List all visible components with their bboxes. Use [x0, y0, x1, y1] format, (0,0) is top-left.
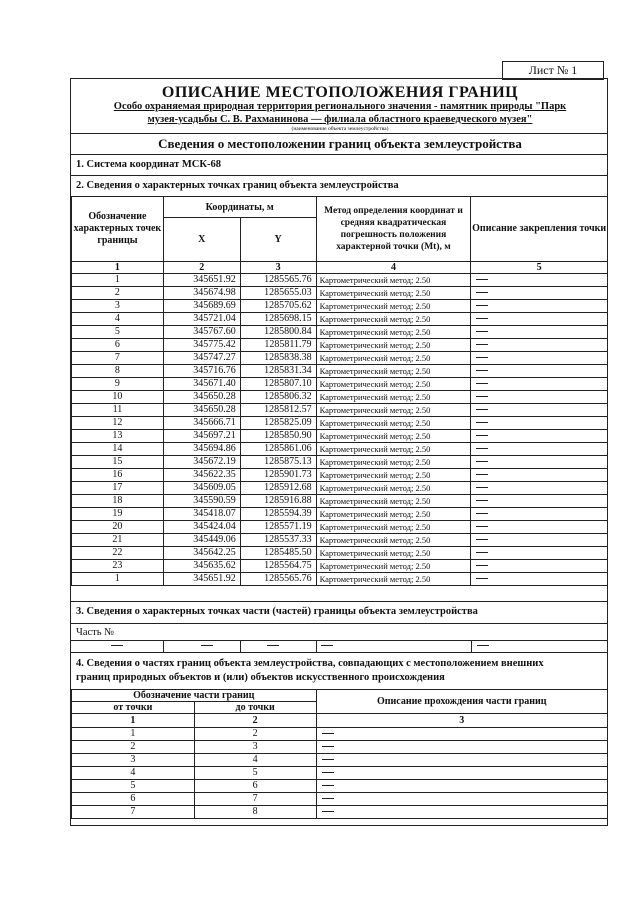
- col-number: 4: [316, 262, 471, 274]
- coord-y: 1285861.06: [240, 443, 316, 456]
- fixing-description: [471, 456, 608, 469]
- coord-y: 1285806.32: [240, 391, 316, 404]
- table-row: [72, 495, 608, 508]
- method: Картометрический метод; 2.50: [316, 339, 471, 352]
- divider: [71, 652, 607, 653]
- method: Картометрический метод; 2.50: [316, 456, 471, 469]
- divider: [71, 623, 607, 624]
- coord-y: 1285565.76: [240, 573, 316, 586]
- col-number: 2: [194, 714, 316, 728]
- method: Картометрический метод; 2.50: [316, 547, 471, 560]
- section3-label: 3. Сведения о характерных точках части (частей) границы объекта землеустройства: [76, 606, 478, 617]
- coord-y: 1285800.84: [240, 326, 316, 339]
- fixing-description: [471, 547, 608, 560]
- coord-x: 345674.98: [163, 287, 240, 300]
- table-row: [72, 313, 608, 326]
- col-number: 1: [72, 714, 195, 728]
- point-id: 5: [72, 326, 164, 339]
- method: Картометрический метод; 2.50: [316, 326, 471, 339]
- document-frame: [70, 78, 608, 826]
- method: Картометрический метод; 2.50: [316, 469, 471, 482]
- coord-x: 345424.04: [163, 521, 240, 534]
- point-id: 15: [72, 456, 164, 469]
- cell-divider: [316, 640, 317, 652]
- coord-x: 345622.35: [163, 469, 240, 482]
- to-point: 3: [194, 741, 316, 754]
- method: Картометрический метод; 2.50: [316, 365, 471, 378]
- table-row: [72, 339, 608, 352]
- fixing-description: [471, 482, 608, 495]
- dash-icon: [476, 331, 488, 332]
- boundary-parts-table: [71, 689, 608, 819]
- dash-icon: [476, 383, 488, 384]
- dash-icon: [476, 292, 488, 293]
- col-parts-header: Обозначение части границ: [72, 690, 317, 702]
- part-row: [71, 640, 608, 652]
- coord-x: 345775.42: [163, 339, 240, 352]
- route-description: [316, 767, 607, 780]
- coord-system-label: 1. Система координат МСК-68: [76, 159, 221, 170]
- fixing-description: [471, 573, 608, 586]
- col-number: 3: [316, 714, 607, 728]
- method: Картометрический метод; 2.50: [316, 534, 471, 547]
- point-id: 3: [72, 300, 164, 313]
- col-number: 3: [240, 262, 316, 274]
- cell-divider: [163, 640, 164, 652]
- coord-y: 1285838.38: [240, 352, 316, 365]
- point-id: 7: [72, 352, 164, 365]
- coord-y: 1285825.09: [240, 417, 316, 430]
- dash-icon: [476, 565, 488, 566]
- coord-x: 345635.62: [163, 560, 240, 573]
- point-id: 18: [72, 495, 164, 508]
- table-row: [72, 378, 608, 391]
- table-row: [72, 469, 608, 482]
- coord-x: 345716.76: [163, 365, 240, 378]
- table-row: [72, 754, 608, 767]
- coord-x: 345721.04: [163, 313, 240, 326]
- coord-x: 345642.25: [163, 547, 240, 560]
- object-name-line1: Особо охраняемая природная территория регионального значения - памятник природы "Парк: [113, 101, 567, 112]
- dash-icon: [476, 370, 488, 371]
- point-id: 2: [72, 287, 164, 300]
- table-row: [72, 793, 608, 806]
- section4-label-line2: границ природных объектов и (или) объектов искусственного происхождения: [76, 672, 445, 683]
- dash-icon: [322, 759, 334, 760]
- coord-y: 1285812.57: [240, 404, 316, 417]
- to-point: 7: [194, 793, 316, 806]
- point-id: 17: [72, 482, 164, 495]
- dash-icon: [476, 487, 488, 488]
- table-row: [72, 404, 608, 417]
- coord-y: 1285811.79: [240, 339, 316, 352]
- dash-icon: [322, 772, 334, 773]
- dash-icon: [476, 357, 488, 358]
- table-row: [72, 274, 608, 287]
- point-id: 10: [72, 391, 164, 404]
- coord-x: 345767.60: [163, 326, 240, 339]
- coord-x: 345609.05: [163, 482, 240, 495]
- coord-x: 345590.59: [163, 495, 240, 508]
- table-row: [72, 573, 608, 586]
- coord-x: 345650.28: [163, 404, 240, 417]
- coord-x: 345449.06: [163, 534, 240, 547]
- point-id: 11: [72, 404, 164, 417]
- section4-label-line1: 4. Сведения о частях границ объекта землеустройства, совпадающих с местоположением внешних: [76, 658, 544, 669]
- table-row: [72, 728, 608, 741]
- object-caption: (наименование объекта землеустройства): [291, 126, 389, 132]
- fixing-description: [471, 417, 608, 430]
- col-number: 1: [72, 262, 164, 274]
- table-row: [72, 780, 608, 793]
- route-description: [316, 793, 607, 806]
- coord-y: 1285875.13: [240, 456, 316, 469]
- method: Картометрический метод; 2.50: [316, 417, 471, 430]
- method: Картометрический метод; 2.50: [316, 430, 471, 443]
- coord-y: 1285564.75: [240, 560, 316, 573]
- method: Картометрический метод; 2.50: [316, 573, 471, 586]
- fixing-description: [471, 443, 608, 456]
- from-point: 5: [72, 780, 195, 793]
- dash-icon: [322, 733, 334, 734]
- coord-x: 345697.21: [163, 430, 240, 443]
- col-x-header: X: [163, 218, 240, 262]
- fixing-description: [471, 326, 608, 339]
- coord-y: 1285901.73: [240, 469, 316, 482]
- dash-icon: [476, 279, 488, 280]
- col-number: 5: [471, 262, 608, 274]
- route-description: [316, 728, 607, 741]
- coord-y: 1285705.62: [240, 300, 316, 313]
- coord-y: 1285485.50: [240, 547, 316, 560]
- col-method-header: Метод определения координат и средняя квадратическая погрешность положения характерной точки (Мt), м: [316, 197, 471, 262]
- fixing-description: [471, 521, 608, 534]
- dash-icon: [267, 645, 279, 646]
- sheet-number: Лист № 1: [502, 61, 604, 80]
- coord-y: 1285565.76: [240, 274, 316, 287]
- dash-icon: [322, 785, 334, 786]
- point-id: 8: [72, 365, 164, 378]
- table-row: [72, 482, 608, 495]
- method: Картометрический метод; 2.50: [316, 391, 471, 404]
- method: Картометрический метод; 2.50: [316, 443, 471, 456]
- col-point-header: Обозначение характерных точек границы: [72, 197, 164, 262]
- document-title: ОПИСАНИЕ МЕСТОПОЛОЖЕНИЯ ГРАНИЦ: [161, 84, 519, 101]
- coord-x: 345672.19: [163, 456, 240, 469]
- point-id: 6: [72, 339, 164, 352]
- table-row: [72, 534, 608, 547]
- table-row: [72, 741, 608, 754]
- divider: [71, 154, 607, 155]
- dash-icon: [476, 500, 488, 501]
- coord-y: 1285831.34: [240, 365, 316, 378]
- fixing-description: [471, 313, 608, 326]
- table-row: [72, 806, 608, 819]
- table-row: [72, 352, 608, 365]
- coord-x: 345651.92: [163, 274, 240, 287]
- dash-icon: [321, 645, 333, 646]
- method: Картометрический метод; 2.50: [316, 378, 471, 391]
- table-row: [72, 560, 608, 573]
- to-point: 6: [194, 780, 316, 793]
- method: Картометрический метод; 2.50: [316, 404, 471, 417]
- from-point: 4: [72, 767, 195, 780]
- table-row: [72, 521, 608, 534]
- dash-icon: [476, 448, 488, 449]
- point-id: 13: [72, 430, 164, 443]
- dash-icon: [322, 798, 334, 799]
- coord-y: 1285916.88: [240, 495, 316, 508]
- from-point: 3: [72, 754, 195, 767]
- point-id: 23: [72, 560, 164, 573]
- cell-divider: [240, 640, 241, 652]
- method: Картометрический метод; 2.50: [316, 352, 471, 365]
- method: Картометрический метод; 2.50: [316, 482, 471, 495]
- col-number: 2: [163, 262, 240, 274]
- fixing-description: [471, 560, 608, 573]
- point-id: 1: [72, 573, 164, 586]
- col-from-header: от точки: [72, 702, 195, 714]
- fixing-description: [471, 430, 608, 443]
- fixing-description: [471, 469, 608, 482]
- fixing-description: [471, 365, 608, 378]
- fixing-description: [471, 300, 608, 313]
- point-id: 14: [72, 443, 164, 456]
- cell-divider: [471, 640, 472, 652]
- col-route-header: Описание прохождения части границ: [316, 690, 607, 714]
- dash-icon: [111, 645, 123, 646]
- fixing-description: [471, 508, 608, 521]
- point-id: 12: [72, 417, 164, 430]
- coord-x: 345747.27: [163, 352, 240, 365]
- point-id: 20: [72, 521, 164, 534]
- from-point: 2: [72, 741, 195, 754]
- fixing-description: [471, 274, 608, 287]
- col-to-header: до точки: [194, 702, 316, 714]
- dash-icon: [322, 746, 334, 747]
- dash-icon: [476, 513, 488, 514]
- section-title: Сведения о местоположении границ объекта землеустройства: [158, 136, 522, 151]
- table-row: [72, 365, 608, 378]
- point-id: 16: [72, 469, 164, 482]
- coord-y: 1285850.90: [240, 430, 316, 443]
- fixing-description: [471, 404, 608, 417]
- route-description: [316, 741, 607, 754]
- section4-label: [76, 657, 544, 685]
- route-description: [316, 754, 607, 767]
- object-name-line2: музея-усадьбы С. В. Рахманинова — филиала областного краеведческого музея": [147, 114, 533, 125]
- dash-icon: [476, 474, 488, 475]
- dash-icon: [476, 305, 488, 306]
- dash-icon: [476, 422, 488, 423]
- coord-y: 1285537.33: [240, 534, 316, 547]
- from-point: 1: [72, 728, 195, 741]
- table-row: [72, 767, 608, 780]
- table-row: [72, 508, 608, 521]
- coord-y: 1285594.39: [240, 508, 316, 521]
- col-coords-header: Координаты, м: [163, 197, 316, 218]
- coord-y: 1285571.19: [240, 521, 316, 534]
- divider: [71, 601, 607, 602]
- fixing-description: [471, 391, 608, 404]
- fixing-description: [471, 287, 608, 300]
- fixing-description: [471, 339, 608, 352]
- from-point: 6: [72, 793, 195, 806]
- route-description: [316, 780, 607, 793]
- dash-icon: [476, 409, 488, 410]
- part-number-label: Часть №: [76, 627, 115, 638]
- method: Картометрический метод; 2.50: [316, 521, 471, 534]
- coord-x: 345651.92: [163, 573, 240, 586]
- method: Картометрический метод; 2.50: [316, 274, 471, 287]
- dash-icon: [476, 526, 488, 527]
- dash-icon: [322, 811, 334, 812]
- method: Картометрический метод; 2.50: [316, 508, 471, 521]
- point-id: 1: [72, 274, 164, 287]
- section2-label: 2. Сведения о характерных точках границ объекта землеустройства: [76, 180, 399, 191]
- object-name: [71, 100, 609, 126]
- table-row: [72, 430, 608, 443]
- method: Картометрический метод; 2.50: [316, 287, 471, 300]
- coord-x: 345666.71: [163, 417, 240, 430]
- route-description: [316, 806, 607, 819]
- to-point: 5: [194, 767, 316, 780]
- to-point: 4: [194, 754, 316, 767]
- dash-icon: [476, 578, 488, 579]
- table-row: [72, 547, 608, 560]
- coord-y: 1285655.03: [240, 287, 316, 300]
- dash-icon: [201, 645, 213, 646]
- coord-x: 345671.40: [163, 378, 240, 391]
- table-row: [72, 417, 608, 430]
- coord-x: 345694.86: [163, 443, 240, 456]
- dash-icon: [476, 344, 488, 345]
- from-point: 7: [72, 806, 195, 819]
- col-desc-header: Описание закрепления точки: [471, 197, 608, 262]
- dash-icon: [476, 318, 488, 319]
- fixing-description: [471, 378, 608, 391]
- table-row: [72, 326, 608, 339]
- dash-icon: [476, 435, 488, 436]
- table-row: [72, 391, 608, 404]
- table-row: [72, 300, 608, 313]
- point-id: 19: [72, 508, 164, 521]
- method: Картометрический метод; 2.50: [316, 313, 471, 326]
- coord-y: 1285807.10: [240, 378, 316, 391]
- dash-icon: [476, 552, 488, 553]
- fixing-description: [471, 352, 608, 365]
- coord-x: 345418.07: [163, 508, 240, 521]
- dash-icon: [477, 645, 489, 646]
- dash-icon: [476, 461, 488, 462]
- dash-icon: [476, 539, 488, 540]
- coord-y: 1285912.68: [240, 482, 316, 495]
- fixing-description: [471, 534, 608, 547]
- divider: [71, 175, 607, 176]
- table-row: [72, 443, 608, 456]
- point-id: 9: [72, 378, 164, 391]
- coord-y: 1285698.15: [240, 313, 316, 326]
- col-y-header: Y: [240, 218, 316, 262]
- table-row: [72, 456, 608, 469]
- table-row: [72, 287, 608, 300]
- method: Картометрический метод; 2.50: [316, 495, 471, 508]
- point-id: 4: [72, 313, 164, 326]
- point-id: 21: [72, 534, 164, 547]
- dash-icon: [476, 396, 488, 397]
- to-point: 2: [194, 728, 316, 741]
- coord-x: 345689.69: [163, 300, 240, 313]
- point-id: 22: [72, 547, 164, 560]
- method: Картометрический метод; 2.50: [316, 560, 471, 573]
- method: Картометрический метод; 2.50: [316, 300, 471, 313]
- to-point: 8: [194, 806, 316, 819]
- coord-x: 345650.28: [163, 391, 240, 404]
- fixing-description: [471, 495, 608, 508]
- divider: [71, 133, 607, 134]
- coordinates-table: [71, 196, 608, 586]
